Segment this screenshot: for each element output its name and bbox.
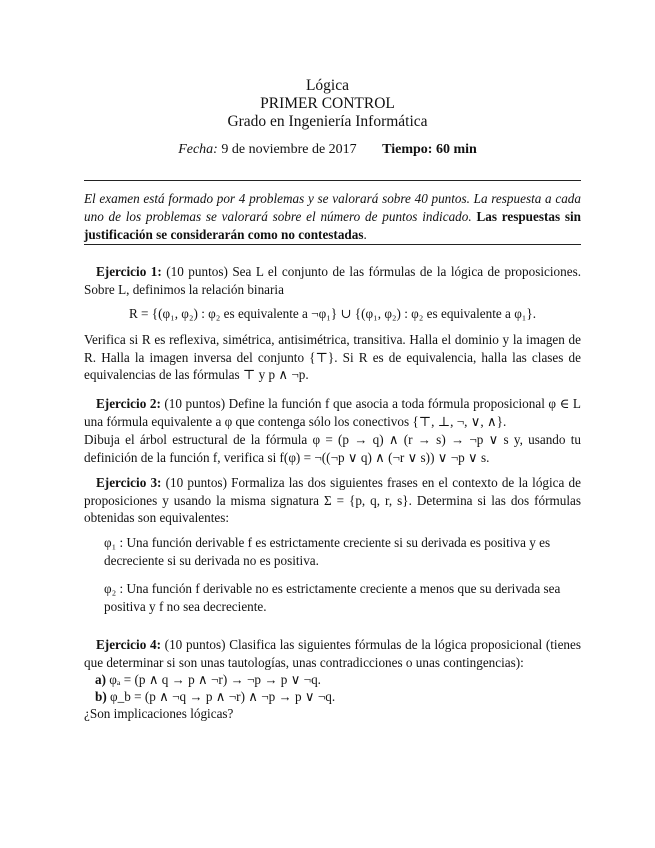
bottom-rule — [84, 244, 581, 245]
item-b-formula: φ_b = (p ∧ ¬q → p ∧ ¬r) ∧ ¬p → p ∨ ¬q. — [110, 689, 336, 704]
top-rule — [84, 180, 581, 181]
exercise-1-text2: Verifica si R es reflexiva, simétrica, antisimétrica, transitiva. Halla el dominio y la imagen de R. Halla la imagen inversa del conjunto {⊤}. Si R es de equivalencia, halla las clases de equivalencias de las fórmulas ⊤ y p ∧ ¬p. — [84, 332, 581, 382]
exercise-4-question — [84, 705, 581, 723]
date-line — [0, 142, 655, 158]
exercise-4-text: (10 puntos) Clasifica las siguientes fórmulas de la lógica proposicional (tienes que determinar si son unas tautologías, unas contradicciones o unas contingencias): — [84, 637, 582, 670]
item-a-formula: φₐ = (p ∧ q → p ∧ ¬r) → ¬p → p ∨ ¬q. — [109, 672, 321, 687]
exercise-1-text: (10 puntos) Sea L el conjunto de las fórmulas de la lógica de proposiciones. Sobre L, definimos la relación binaria — [84, 264, 581, 297]
exercise-3 — [84, 474, 581, 527]
exercise-1-question — [84, 331, 581, 384]
date-label: Fecha: — [178, 142, 218, 157]
item-b — [95, 688, 575, 705]
exercise-4 — [84, 636, 581, 671]
phrase-phi2: φ₂ : Una función f derivable no es estrictamente creciente a menos que su derivada sea positiva y f no sea decreciente. — [104, 581, 561, 614]
exercise-1-title: Ejercicio 1: — [96, 264, 162, 279]
exercise-2 — [84, 395, 581, 430]
exercise-2-title: Ejercicio 2: — [96, 396, 161, 411]
exam-title: PRIMER CONTROL — [260, 95, 395, 112]
instructions-italic: El examen está formado por 4 problemas y se valorará sobre 40 puntos. La respuesta a cada uno de los problemas se valorará sobre el número de puntos indicado. — [84, 191, 581, 224]
item-a-label: a) — [95, 672, 106, 687]
exercise-2-text2: Dibuja el árbol estructural de la fórmula φ = (p → q) ∧ (r → s) → ¬p ∨ s y, usando tu definición de la función f, verifica si f(φ) = ¬((¬p ∨ q) ∧ (¬r ∨ s)) ∨ ¬p ∨ s. — [84, 432, 581, 465]
time-limit: Tiempo: 60 min — [382, 142, 477, 157]
subject-title: Lógica — [305, 77, 350, 94]
date-value: 9 de noviembre de 2017 — [221, 142, 357, 157]
exercise-3-title: Ejercicio 3: — [96, 475, 162, 490]
instructions — [84, 190, 581, 244]
exercise-4-final: ¿Son implicaciones lógicas? — [84, 706, 234, 721]
exercise-2-question — [84, 431, 581, 466]
exam-header — [0, 77, 655, 131]
degree-title: Grado en Ingeniería Informática — [227, 113, 428, 130]
item-a — [95, 671, 575, 688]
exercise-4-title: Ejercicio 4: — [96, 637, 161, 652]
instructions-bold: Las respuestas sin justificación se considerarán como no contestadas — [84, 209, 582, 242]
exercise-4-items — [95, 671, 575, 705]
phrase-phi1: φ₁ : Una función derivable f es estrictamente creciente si su derivada es positiva y es decreciente si su derivada no es positiva. — [104, 535, 551, 568]
item-b-label: b) — [95, 689, 107, 704]
exercise-3-text: (10 puntos) Formaliza las dos siguientes frases en el contexto de la lógica de proposiciones y usando la misma signatura Σ = {p, q, r, s}. Determina si las dos fórmulas obtenidas son equivalentes: — [84, 475, 581, 525]
instructions-end: . — [363, 227, 367, 242]
exercise-2-text: (10 puntos) Define la función f que asocia a toda fórmula proposicional φ ∈ L una fórmula equivalente a φ que contenga sólo los conectivos {⊤, ⊥, ¬, ∨, ∧}. — [84, 396, 581, 429]
exercise-1-formula: R = {(φ₁, φ₂) : φ₂ es equivalente a ¬φ₁} ∪ {(φ₁, φ₂) : φ₂ es equivalente a φ₁}. — [128, 306, 537, 321]
exercise-1 — [84, 263, 581, 298]
